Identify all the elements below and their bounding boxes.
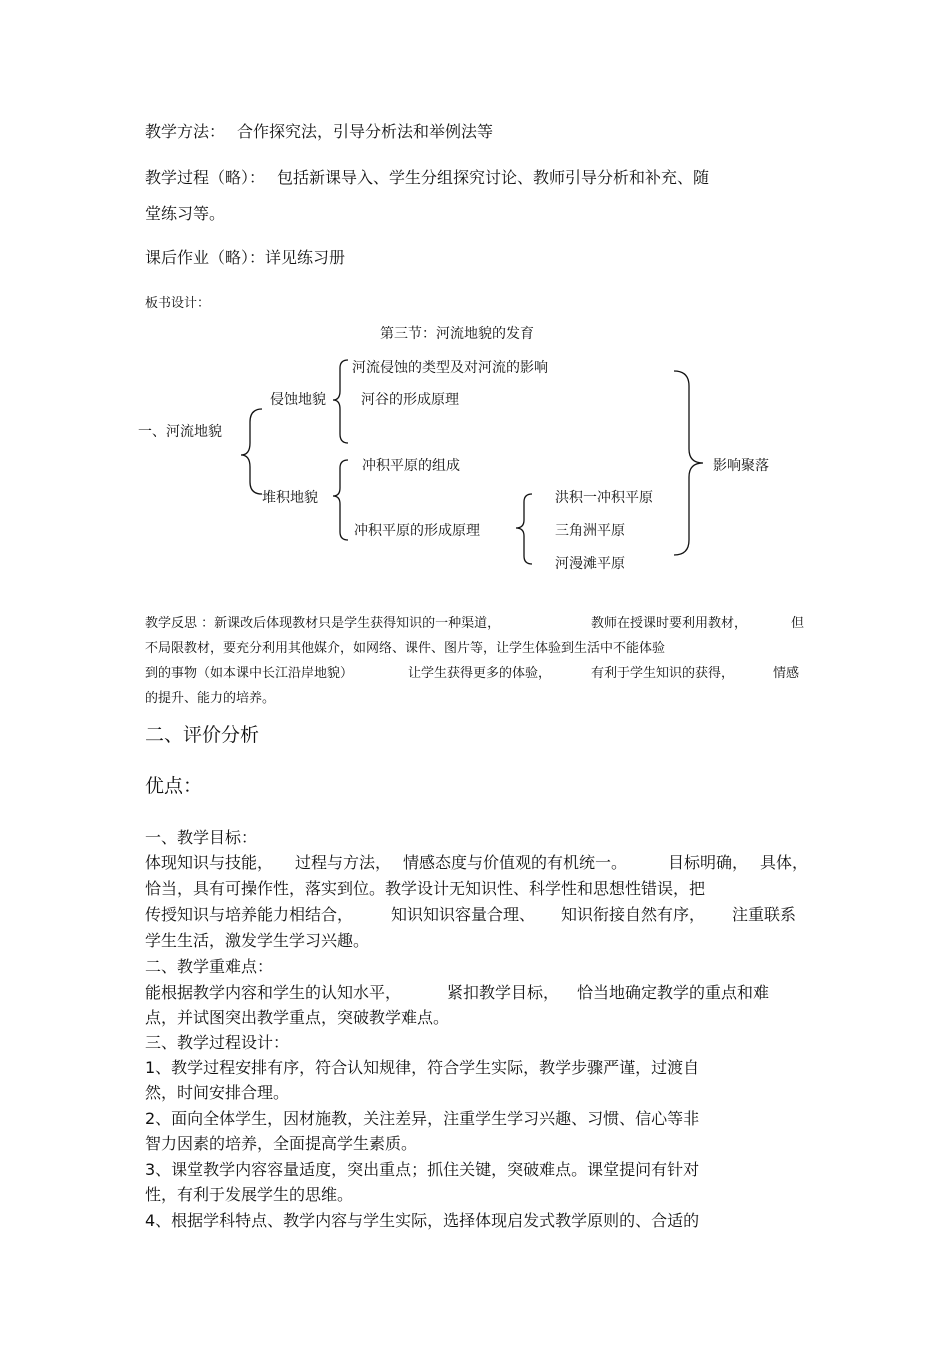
reflection-line-3	[145, 662, 805, 681]
homework-label: 课后作业（略）：	[145, 248, 266, 267]
process-item-1-line-2: 然，时间安排合理。	[145, 1083, 290, 1102]
reflection-text: 教学反思 ：新课改后体现教材只是学生获得知识的一种渠道，	[145, 616, 501, 631]
process-item-4-line-1: 4、根据学科特点、教学内容与学生实际，选择体现启发式教学原则的、合适的	[145, 1211, 700, 1230]
keypoints-text: 紧扣教学目标，	[447, 983, 560, 1002]
brace-erosion	[333, 360, 348, 443]
node-deposition: 堆积地貌	[262, 490, 318, 506]
reflection-text: 教师在授课时要利用教材，	[591, 616, 748, 631]
goals-text: 注重联系	[732, 905, 797, 924]
process-item-3-line-1: 3、课堂教学内容容量适度，突出重点；抓住关键，突破难点。课堂提问有针对	[145, 1160, 700, 1179]
goals-text: 知识衔接自然有序，	[561, 905, 706, 924]
goals-text: 目标明确，	[668, 853, 749, 872]
node-plain-composition: 冲积平原的组成	[362, 458, 460, 474]
goals-line-4: 学生生活，激发学生学习兴趣。	[145, 931, 370, 950]
node-plain-formation: 冲积平原的形成原理	[354, 523, 480, 539]
node-root: 一、河流地貌	[138, 424, 222, 440]
node-erosion-types: 河流侵蚀的类型及对河流的影响	[352, 360, 548, 376]
goals-line-1	[145, 850, 810, 873]
keypoints-text: 恰当地确定教学的重点和难	[577, 983, 770, 1002]
method-label: 教学方法：	[145, 122, 226, 141]
reflection-text: 情感	[773, 666, 800, 681]
goals-line-3	[145, 902, 810, 925]
analysis-heading: 二、评价分析	[145, 724, 260, 746]
brace-deposition	[333, 460, 348, 540]
process-item-2-line-2: 智力因素的培养，全面提高学生素质。	[145, 1134, 418, 1153]
goals-text: 传授知识与培养能力相结合，	[145, 905, 354, 924]
keypoints-line-2: 点，并试图突出教学重点，突破教学难点。	[145, 1008, 450, 1027]
process-item-2-line-1: 2、面向全体学生，因材施教，关注差异，注重学生学习兴趣、习惯、信心等非	[145, 1109, 700, 1128]
section-keypoints-title: 二、教学重难点：	[145, 957, 274, 976]
node-plain-delta: 三角洲平原	[555, 523, 625, 539]
brace-root	[241, 409, 262, 494]
reflection-text: 让学生获得更多的体验，	[408, 666, 552, 681]
process-label: 教学过程（略）：	[145, 168, 266, 187]
reflection-line-1	[145, 612, 805, 631]
reflection-line-2: 不局限教材，要充分利用其他媒介，如网络、课件、图片等，让学生体验到生活中不能体验	[145, 641, 666, 656]
section-goals-title: 一、教学目标：	[145, 828, 258, 847]
node-erosion: 侵蚀地貌	[270, 392, 326, 408]
process-value: 包括新课导入、学生分组探究讨论、教师引导分析和补充、随	[277, 168, 710, 187]
process-continuation: 堂练习等。	[145, 204, 226, 223]
board-label: 板书设计：	[145, 296, 211, 311]
process-item-1-line-1: 1、教学过程安排有序，符合认知规律，符合学生实际，教学步骤严谨，过渡自	[145, 1058, 700, 1077]
section-process-title: 三、教学过程设计：	[145, 1033, 290, 1052]
homework-value: 详见练习册	[265, 248, 346, 267]
goals-line-2: 恰当，具有可操作性，落实到位。教学设计无知识性、科学性和思想性错误，把	[145, 879, 706, 898]
brace-plains	[516, 494, 532, 564]
node-plain-floodplain: 河漫滩平原	[555, 556, 625, 572]
goals-text: 体现知识与技能，	[145, 853, 274, 872]
board-title: 第三节：河流地貌的发育	[380, 326, 534, 342]
node-valley-formation: 河谷的形成原理	[361, 392, 459, 408]
brace-effect	[674, 371, 703, 555]
reflection-text: 但	[791, 616, 805, 631]
goals-text: 具体，	[760, 853, 809, 872]
reflection-line-4: 的提升、能力的培养。	[145, 691, 276, 706]
method-value: 合作探究法，引导分析法和举例法等	[237, 122, 494, 141]
goals-text: 知识知识容量合理、	[391, 905, 536, 924]
goals-text: 过程与方法，	[295, 853, 392, 872]
goals-text: 情感态度与价值观的有机统一。	[403, 853, 628, 872]
node-settlement-effect: 影响聚落	[713, 458, 769, 474]
node-plain-alluvial: 洪积一冲积平原	[555, 490, 653, 506]
keypoints-text: 能根据教学内容和学生的认知水平，	[145, 983, 402, 1002]
reflection-text: 有利于学生知识的获得，	[591, 666, 735, 681]
keypoints-line-1	[145, 980, 810, 1003]
reflection-text: 到的事物（如本课中长江沿岸地貌）	[145, 666, 354, 681]
strengths-heading: 优点：	[145, 775, 203, 797]
process-item-3-line-2: 性，有利于发展学生的思维。	[145, 1185, 354, 1204]
